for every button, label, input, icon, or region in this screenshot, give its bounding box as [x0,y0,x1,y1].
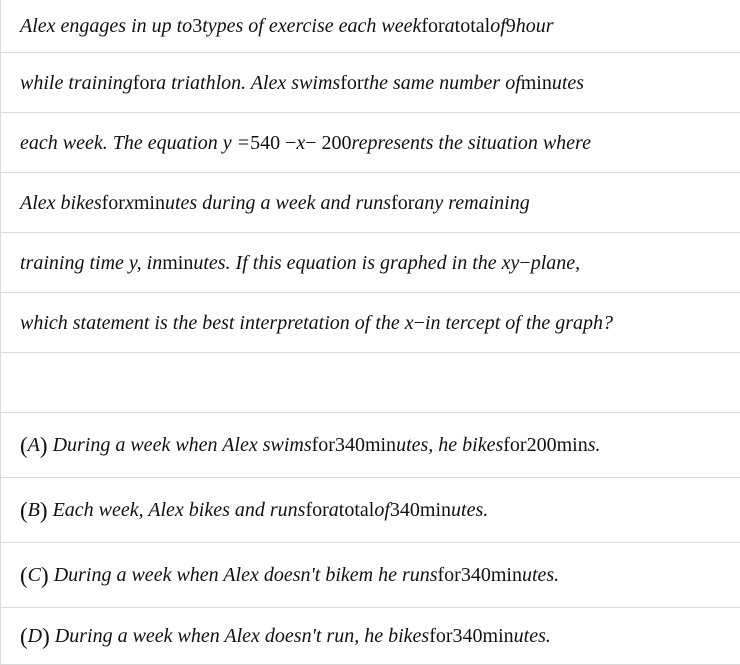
answer-option-b[interactable] [1,478,740,543]
text-segment: a [328,499,339,521]
text-segment: for [429,625,453,647]
text-segment: hour [515,15,554,37]
text-segment: Alex bikes [20,191,102,214]
text-segment: total [454,15,491,37]
text-segment: − 200 [305,131,352,154]
text-segment: x [296,131,306,154]
option-close-paren: ) [39,497,48,523]
text-segment: min [364,434,397,456]
text-segment: min [162,251,194,274]
option-close-paren: ) [39,432,48,458]
text-segment: During a week when Alex doesn't run, he bikes [54,625,430,647]
text-segment: utes. If this equation is graphed in the xy [193,251,520,274]
text-segment: a [444,15,455,37]
answer-option-d[interactable] [1,608,740,665]
text-segment: 340 [389,499,420,521]
text-segment: x [124,191,134,214]
text-segment: s. [587,434,601,456]
text-segment: plane, [530,251,581,274]
text-segment: while training [20,71,133,94]
text-segment: min [419,499,452,521]
text-segment: utes. [513,625,551,647]
text-segment: the same number of [363,71,521,94]
option-open-paren: ( [20,562,28,588]
text-segment: − [519,251,531,274]
option-letter: B [27,499,40,521]
text-segment: utes during a week and runs [164,191,392,214]
text-segment: for [132,71,157,94]
question-line [1,293,740,353]
text-segment: min [482,625,514,647]
text-segment: a triathlon. Alex swims [156,71,341,94]
text-segment: utes. [521,564,560,586]
blank-line [1,353,740,413]
text-segment: for [340,71,364,94]
question-line [1,113,740,173]
question-line [1,0,740,53]
text-segment: min [556,434,588,456]
text-segment: 200 [526,434,557,456]
option-open-paren: ( [20,432,28,458]
text-segment: for [503,434,527,456]
text-segment: − [413,311,425,334]
text-segment: for [437,564,461,586]
option-close-paren: ) [42,623,50,649]
option-open-paren: ( [20,623,28,649]
text-segment: utes, he bikes [396,434,504,456]
text-segment: for [305,499,329,521]
text-segment: total [338,499,375,521]
text-segment: represents the situation where [351,131,591,154]
text-segment: 9 [505,15,516,37]
text-segment: for [391,191,415,214]
question-line [1,173,740,233]
answer-option-c[interactable] [1,543,740,608]
question-line [1,53,740,113]
text-segment: for [101,191,125,214]
text-segment: each week. The equation y = [20,131,251,154]
text-segment: of [490,15,506,37]
text-segment: 340 [452,625,483,647]
text-segment: 540 − [250,131,297,154]
text-segment: for [311,434,335,456]
text-segment: types of exercise each week [202,15,422,37]
question-line [1,233,740,293]
text-segment: Alex engages in up to [20,15,193,37]
text-segment: 340 [334,434,365,456]
option-close-paren: ) [41,562,49,588]
text-segment: min [133,191,165,214]
text-segment: During a week when Alex doesn't bikem he runs [53,564,438,586]
text-segment: in tercept of the graph? [424,311,614,334]
text-segment: utes. [451,499,489,521]
text-segment: Each week, Alex bikes and runs [52,499,306,521]
answer-option-a[interactable] [1,413,740,478]
text-segment: any remaining [414,191,530,214]
text-segment: training time y, in [20,251,163,274]
option-open-paren: ( [20,497,28,523]
text-segment: During a week when Alex swims [52,434,312,456]
text-segment: utes [551,71,585,94]
text-segment: min [490,564,522,586]
option-letter: D [27,625,43,647]
option-letter: C [27,564,42,586]
text-segment: for [421,15,445,37]
text-segment: min [520,71,552,94]
text-segment: 340 [460,564,491,586]
text-segment: 3 [192,15,203,37]
option-letter: A [27,434,40,456]
text-segment: which statement is the best interpretation of the x [20,311,414,334]
text-segment: of [374,499,390,521]
